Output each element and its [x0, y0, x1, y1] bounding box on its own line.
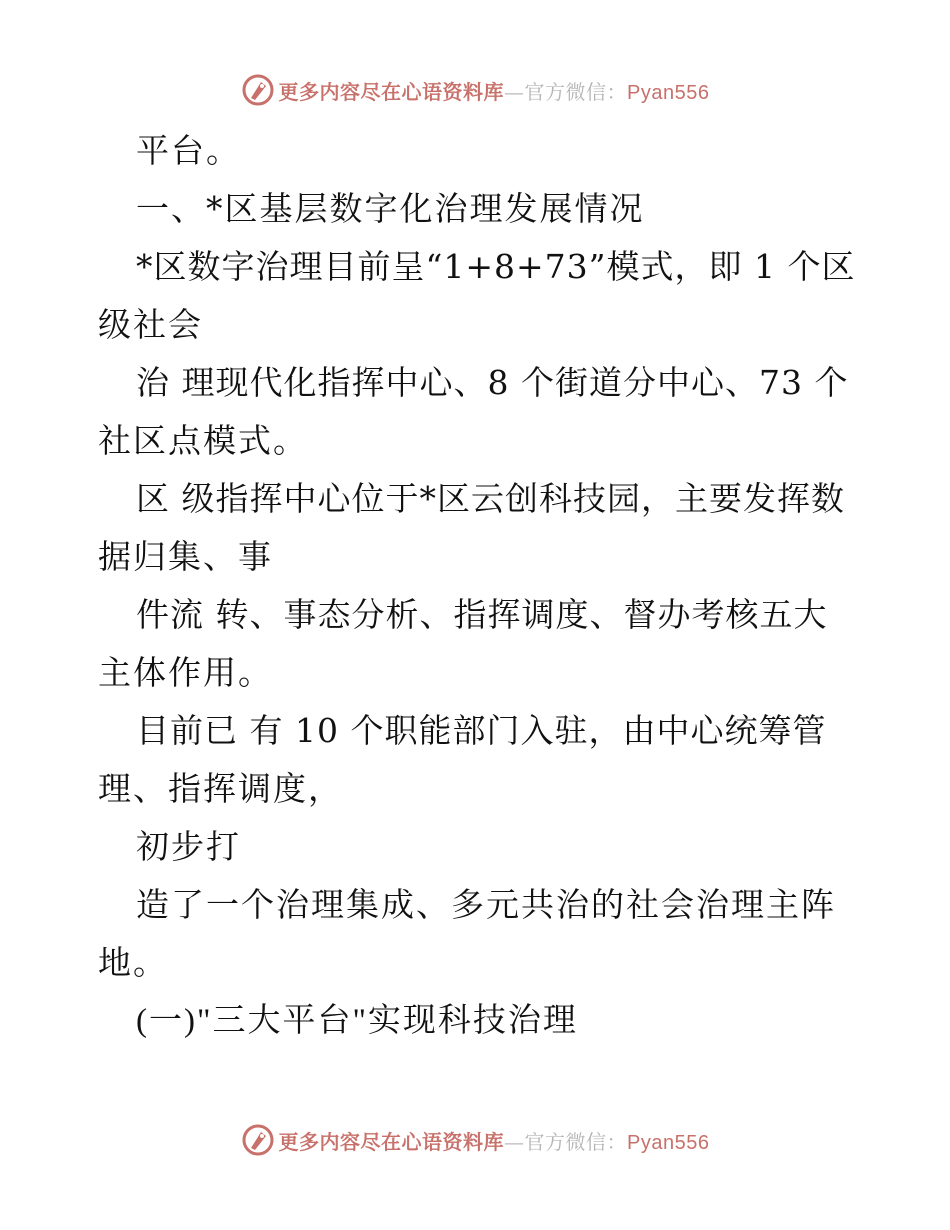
footer-banner-main: 更多内容尽在心语资料库: [278, 1129, 505, 1154]
body-line: 治 理现代化指挥中心、8 个街道分中心、73 个: [136, 363, 849, 402]
footer-banner: [0, 1120, 950, 1160]
footer-banner-handle: Pyan556: [627, 1131, 710, 1154]
header-banner-separator: —: [504, 79, 525, 104]
footer-banner-wechat-label: 官方微信：: [524, 1129, 628, 1154]
header-banner-handle: Pyan556: [627, 81, 710, 104]
body-line: 区 级指挥中心位于*区云创科技园，主要发挥数: [136, 479, 845, 518]
header-banner-wechat-label: 官方微信：: [524, 79, 628, 104]
body-line: 目前已 有 10 个职能部门入驻，由中心统筹管: [136, 711, 827, 750]
footer-banner-separator: —: [504, 1129, 525, 1154]
body-line: 社区点模式。: [98, 421, 308, 460]
body-line: 级社会: [98, 305, 203, 344]
document-body: [98, 122, 858, 1050]
footer-banner-text: [279, 1126, 710, 1155]
body-line: 造了一个治理集成、多元共治的社会治理主阵: [136, 885, 836, 924]
pen-nib-logo-icon: [241, 73, 275, 107]
header-banner-main: 更多内容尽在心语资料库: [278, 79, 505, 104]
body-line: 平台。: [136, 131, 241, 170]
body-line: 初步打: [136, 827, 241, 866]
body-line: *区数字治理目前呈“1+8+73”模式，即 1 个区: [136, 247, 856, 286]
subsection-heading: (一)"三大平台"实现科技治理: [136, 1003, 578, 1039]
body-line: 主体作用。: [98, 653, 273, 692]
body-line: 件流 转、事态分析、指挥调度、督办考核五大: [136, 595, 828, 634]
body-line: 地。: [98, 943, 168, 982]
section-heading: 一、*区基层数字化治理发展情况: [136, 189, 645, 228]
body-line: 据归集、事: [98, 537, 273, 576]
header-banner: [0, 70, 950, 110]
header-banner-text: [279, 76, 710, 105]
pen-nib-logo-icon: [241, 1123, 275, 1157]
body-line: 理、指挥调度，: [98, 769, 343, 808]
